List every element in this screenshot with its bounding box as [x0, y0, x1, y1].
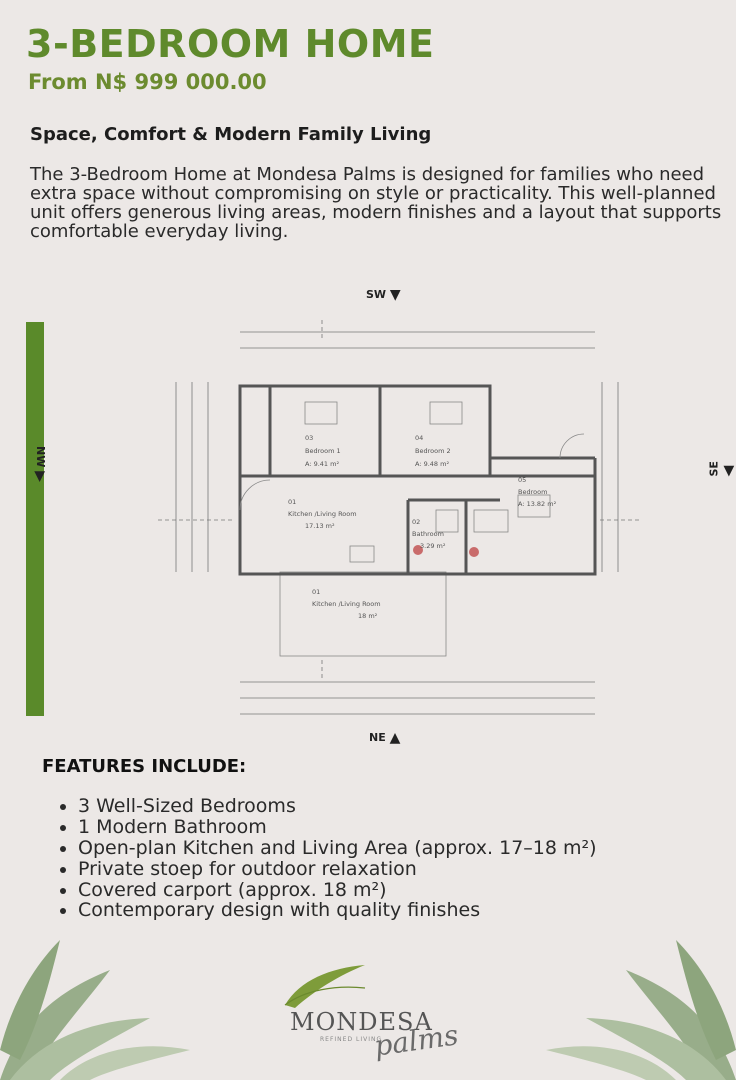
room-1-num: 01 [288, 498, 297, 506]
logo-wordmark: MONDESA [290, 1008, 433, 1036]
intro-paragraph: The 3-Bedroom Home at Mondesa Palms is designed for families who need extra space without compromising on style or practicality. This well-planned unit offers generous living areas, modern finishes and a layout that supports comfortable everyday living. [30, 164, 722, 242]
room-4-area: A: 9.48 m² [415, 460, 450, 468]
price-label: From N$ 999 000.00 [28, 70, 267, 94]
palm-leaves-right-icon [536, 930, 736, 1080]
room-3-num: 03 [305, 434, 314, 442]
arrow-left-icon: ◀ [720, 465, 736, 477]
compass-sw-label: SW [366, 288, 387, 301]
compass-ne-label: NE [369, 731, 386, 744]
room-2-area: 3.29 m² [420, 542, 446, 550]
room-2-name: Bathroom [412, 530, 444, 538]
arrow-down-icon: ▼ [389, 287, 401, 303]
carport-num: 01 [312, 588, 321, 596]
room-3-name: Bedroom 1 [305, 447, 341, 455]
compass-sw [366, 287, 401, 303]
arrow-up-icon: ▲ [389, 730, 401, 746]
compass-se-label: SE [707, 461, 721, 477]
carport-name: Kitchen /Living Room [312, 600, 381, 608]
floor-plan [140, 320, 640, 720]
room-1-name: Kitchen /Living Room [288, 510, 357, 518]
palm-leaves-left-icon [0, 930, 200, 1080]
compass-nw [32, 446, 48, 482]
logo-tagline: REFINED LIVING [320, 1036, 383, 1043]
room-1-area: 17.13 m² [305, 522, 335, 530]
room-4-num: 04 [415, 434, 424, 442]
accent-bar [26, 322, 44, 716]
intro-subtitle: Space, Comfort & Modern Family Living [30, 124, 432, 145]
features-list [58, 796, 597, 921]
features-heading: FEATURES INCLUDE: [42, 756, 247, 777]
list-item: • Covered carport (approx. 18 m²) [78, 880, 597, 901]
logo-script: palms [372, 1018, 461, 1063]
room-5-name: Bedroom [518, 488, 548, 496]
room-5-area: A: 13.82 m² [518, 500, 557, 508]
room-2-num: 02 [412, 518, 421, 526]
compass-nw-label: NW [34, 446, 47, 468]
page-title: 3-BEDROOM HOME [26, 22, 435, 66]
list-item: • 3 Well-Sized Bedrooms [78, 796, 597, 817]
compass-se [708, 449, 736, 477]
list-item: • Private stoep for outdoor relaxation [78, 859, 597, 880]
list-item: • Contemporary design with quality finishes [78, 900, 597, 921]
palm-frond-icon [280, 960, 370, 1010]
room-3-area: A: 9.41 m² [305, 460, 340, 468]
room-4-name: Bedroom 2 [415, 447, 451, 455]
compass-ne [369, 730, 400, 746]
brand-logo [270, 960, 490, 1070]
carport-area: 18 m² [358, 612, 378, 620]
room-5-num: 05 [518, 476, 527, 484]
list-item: • Open-plan Kitchen and Living Area (approx. 17–18 m²) [78, 838, 597, 859]
list-item: • 1 Modern Bathroom [78, 817, 597, 838]
arrow-right-icon: ▶ [32, 471, 48, 482]
